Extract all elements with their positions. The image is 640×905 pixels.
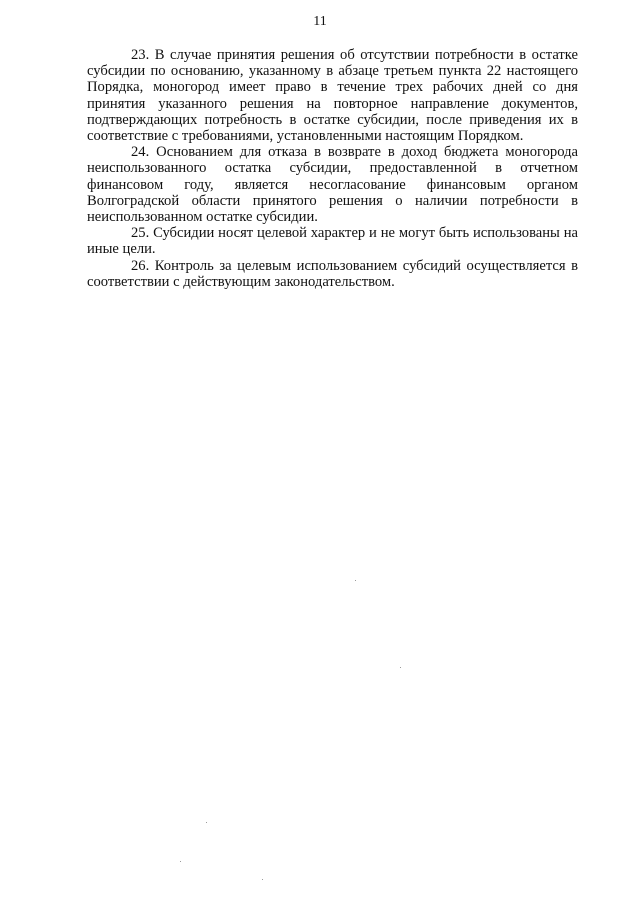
scan-speck	[206, 822, 207, 823]
paragraph-24: 24. Основанием для отказа в возврате в доход бюджета моногорода неиспользованного остатка субсидии, предоставленной в отчетном финансовом году, является несогласование финансовым органом Волгоградской области принятого решения о наличии потребности в неиспользованном остатке субсидии.	[87, 144, 578, 226]
scan-speck	[400, 667, 401, 668]
document-body	[87, 47, 578, 290]
scan-speck	[262, 879, 263, 880]
scan-speck	[180, 861, 181, 862]
page-number: 11	[313, 14, 327, 29]
paragraph-25: 25. Субсидии носят целевой характер и не могут быть использованы на иные цели.	[87, 225, 578, 258]
scan-speck	[355, 580, 356, 581]
paragraph-26: 26. Контроль за целевым использованием субсидий осуществляется в соответствии с действующим законодательством.	[87, 257, 578, 290]
paragraph-23: 23. В случае принятия решения об отсутствии потребности в остатке субсидии по основанию, указанному в абзаце третьем пункта 22 настоящего Порядка, моногород имеет право в течение трех рабочих дней со дня принятия указанного решения на повторное направление документов, подтверждающих потребность в остатке субсидии, после приведения их в соответствие с требованиями, установленными настоящим Порядком.	[87, 47, 578, 145]
